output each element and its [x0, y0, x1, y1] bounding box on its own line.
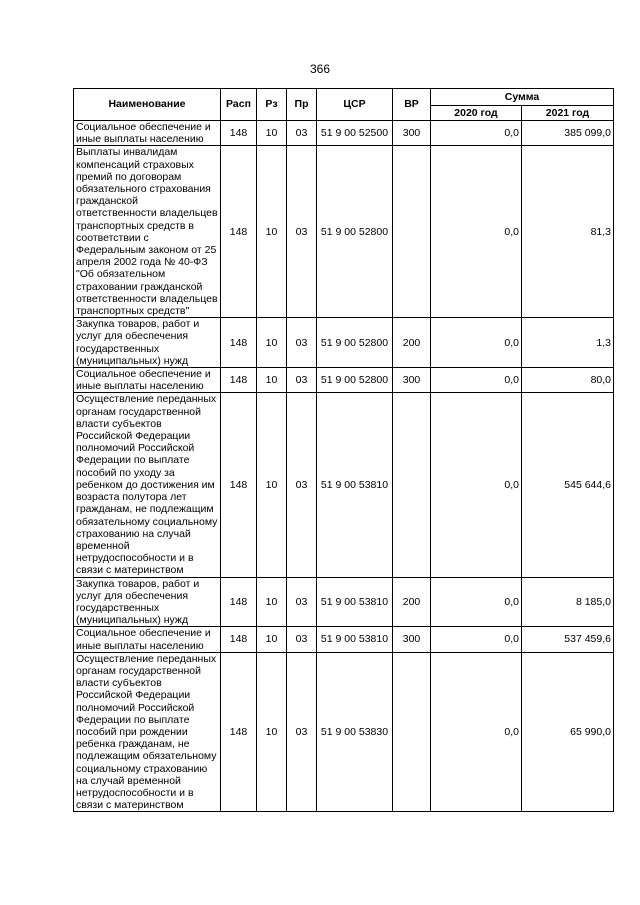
row-sum-2021: 65 990,0 [522, 652, 614, 812]
row-csr: 51 9 00 53810 [317, 577, 393, 627]
table-body [74, 121, 614, 812]
table-row [74, 577, 614, 627]
table-row [74, 652, 614, 812]
row-csr: 51 9 00 53810 [317, 393, 393, 577]
row-pr: 03 [287, 146, 317, 318]
row-rz: 10 [257, 577, 287, 627]
row-name: Социальное обеспечение и иные выплаты населению [74, 627, 221, 652]
row-name: Выплаты инвалидам компенсаций страховых премий по договорам обязательного страхования гражданской ответственности владельцев транспортных средств в соответствии с Федеральным законом от 25 апреля 2002 года № 40-ФЗ "Об обязательном страховании гражданской ответственности владельцев транспортных средств" [74, 146, 221, 318]
row-sum-2021: 8 185,0 [522, 577, 614, 627]
header-rasp: Расп [221, 89, 257, 121]
row-pr: 03 [287, 577, 317, 627]
row-sum-2020: 0,0 [431, 577, 522, 627]
row-sum-2021: 385 099,0 [522, 121, 614, 146]
row-name: Осуществление переданных органам государственной власти субъектов Российской Федерации полномочий Российской Федерации по выплате пособий по уходу за ребенком до достижения им возраста полутора лет гражданам, не подлежащим обязательному социальному страхованию на случай временной нетрудоспособности и в связи с материнством [74, 393, 221, 577]
table-row [74, 121, 614, 146]
row-sum-2021: 80,0 [522, 368, 614, 393]
header-sum: Сумма [431, 89, 614, 106]
row-name: Социальное обеспечение и иные выплаты населению [74, 368, 221, 393]
row-vr: 300 [393, 121, 431, 146]
header-pr: Пр [287, 89, 317, 121]
row-vr: 200 [393, 318, 431, 368]
row-pr: 03 [287, 627, 317, 652]
row-sum-2021: 545 644,6 [522, 393, 614, 577]
row-sum-2020: 0,0 [431, 393, 522, 577]
row-csr: 51 9 00 52800 [317, 146, 393, 318]
header-year-2020: 2020 год [431, 106, 522, 121]
row-sum-2020: 0,0 [431, 318, 522, 368]
row-rasp: 148 [221, 652, 257, 812]
header-csr: ЦСР [317, 89, 393, 121]
row-rz: 10 [257, 393, 287, 577]
row-sum-2020: 0,0 [431, 121, 522, 146]
row-vr: 300 [393, 368, 431, 393]
row-rasp: 148 [221, 146, 257, 318]
row-vr [393, 146, 431, 318]
row-sum-2021: 537 459,6 [522, 627, 614, 652]
row-pr: 03 [287, 652, 317, 812]
row-rz: 10 [257, 121, 287, 146]
row-rz: 10 [257, 146, 287, 318]
row-sum-2021: 81,3 [522, 146, 614, 318]
table-row [74, 627, 614, 652]
table-row [74, 318, 614, 368]
row-rasp: 148 [221, 627, 257, 652]
row-rz: 10 [257, 652, 287, 812]
row-csr: 51 9 00 52800 [317, 318, 393, 368]
row-name: Закупка товаров, работ и услуг для обеспечения государственных (муниципальных) нужд [74, 577, 221, 627]
row-name: Осуществление переданных органам государственной власти субъектов Российской Федерации полномочий Российской Федерации по выплате пособий при рождении ребенка гражданам, не подлежащим обязательному социальному страхованию на случай временной нетрудоспособности и в связи с материнством [74, 652, 221, 812]
row-rasp: 148 [221, 121, 257, 146]
header-year-2021: 2021 год [522, 106, 614, 121]
row-name: Закупка товаров, работ и услуг для обеспечения государственных (муниципальных) нужд [74, 318, 221, 368]
row-sum-2020: 0,0 [431, 627, 522, 652]
header-vr: ВР [393, 89, 431, 121]
header-name: Наименование [74, 89, 221, 121]
row-rasp: 148 [221, 577, 257, 627]
row-sum-2021: 1,3 [522, 318, 614, 368]
header-rz: Рз [257, 89, 287, 121]
row-rasp: 148 [221, 393, 257, 577]
row-rasp: 148 [221, 368, 257, 393]
header-row [74, 89, 614, 106]
row-pr: 03 [287, 121, 317, 146]
row-rasp: 148 [221, 318, 257, 368]
row-csr: 51 9 00 53830 [317, 652, 393, 812]
row-sum-2020: 0,0 [431, 368, 522, 393]
row-vr [393, 652, 431, 812]
row-csr: 51 9 00 52500 [317, 121, 393, 146]
row-csr: 51 9 00 52800 [317, 368, 393, 393]
row-rz: 10 [257, 318, 287, 368]
row-sum-2020: 0,0 [431, 652, 522, 812]
row-rz: 10 [257, 368, 287, 393]
row-pr: 03 [287, 318, 317, 368]
table-row [74, 368, 614, 393]
budget-table [73, 88, 614, 812]
row-vr [393, 393, 431, 577]
table-row [74, 393, 614, 577]
row-sum-2020: 0,0 [431, 146, 522, 318]
row-pr: 03 [287, 368, 317, 393]
row-name: Социальное обеспечение и иные выплаты населению [74, 121, 221, 146]
page-number: 366 [309, 62, 331, 76]
row-pr: 03 [287, 393, 317, 577]
row-vr: 200 [393, 577, 431, 627]
row-vr: 300 [393, 627, 431, 652]
row-csr: 51 9 00 53810 [317, 627, 393, 652]
row-rz: 10 [257, 627, 287, 652]
table-row [74, 146, 614, 318]
